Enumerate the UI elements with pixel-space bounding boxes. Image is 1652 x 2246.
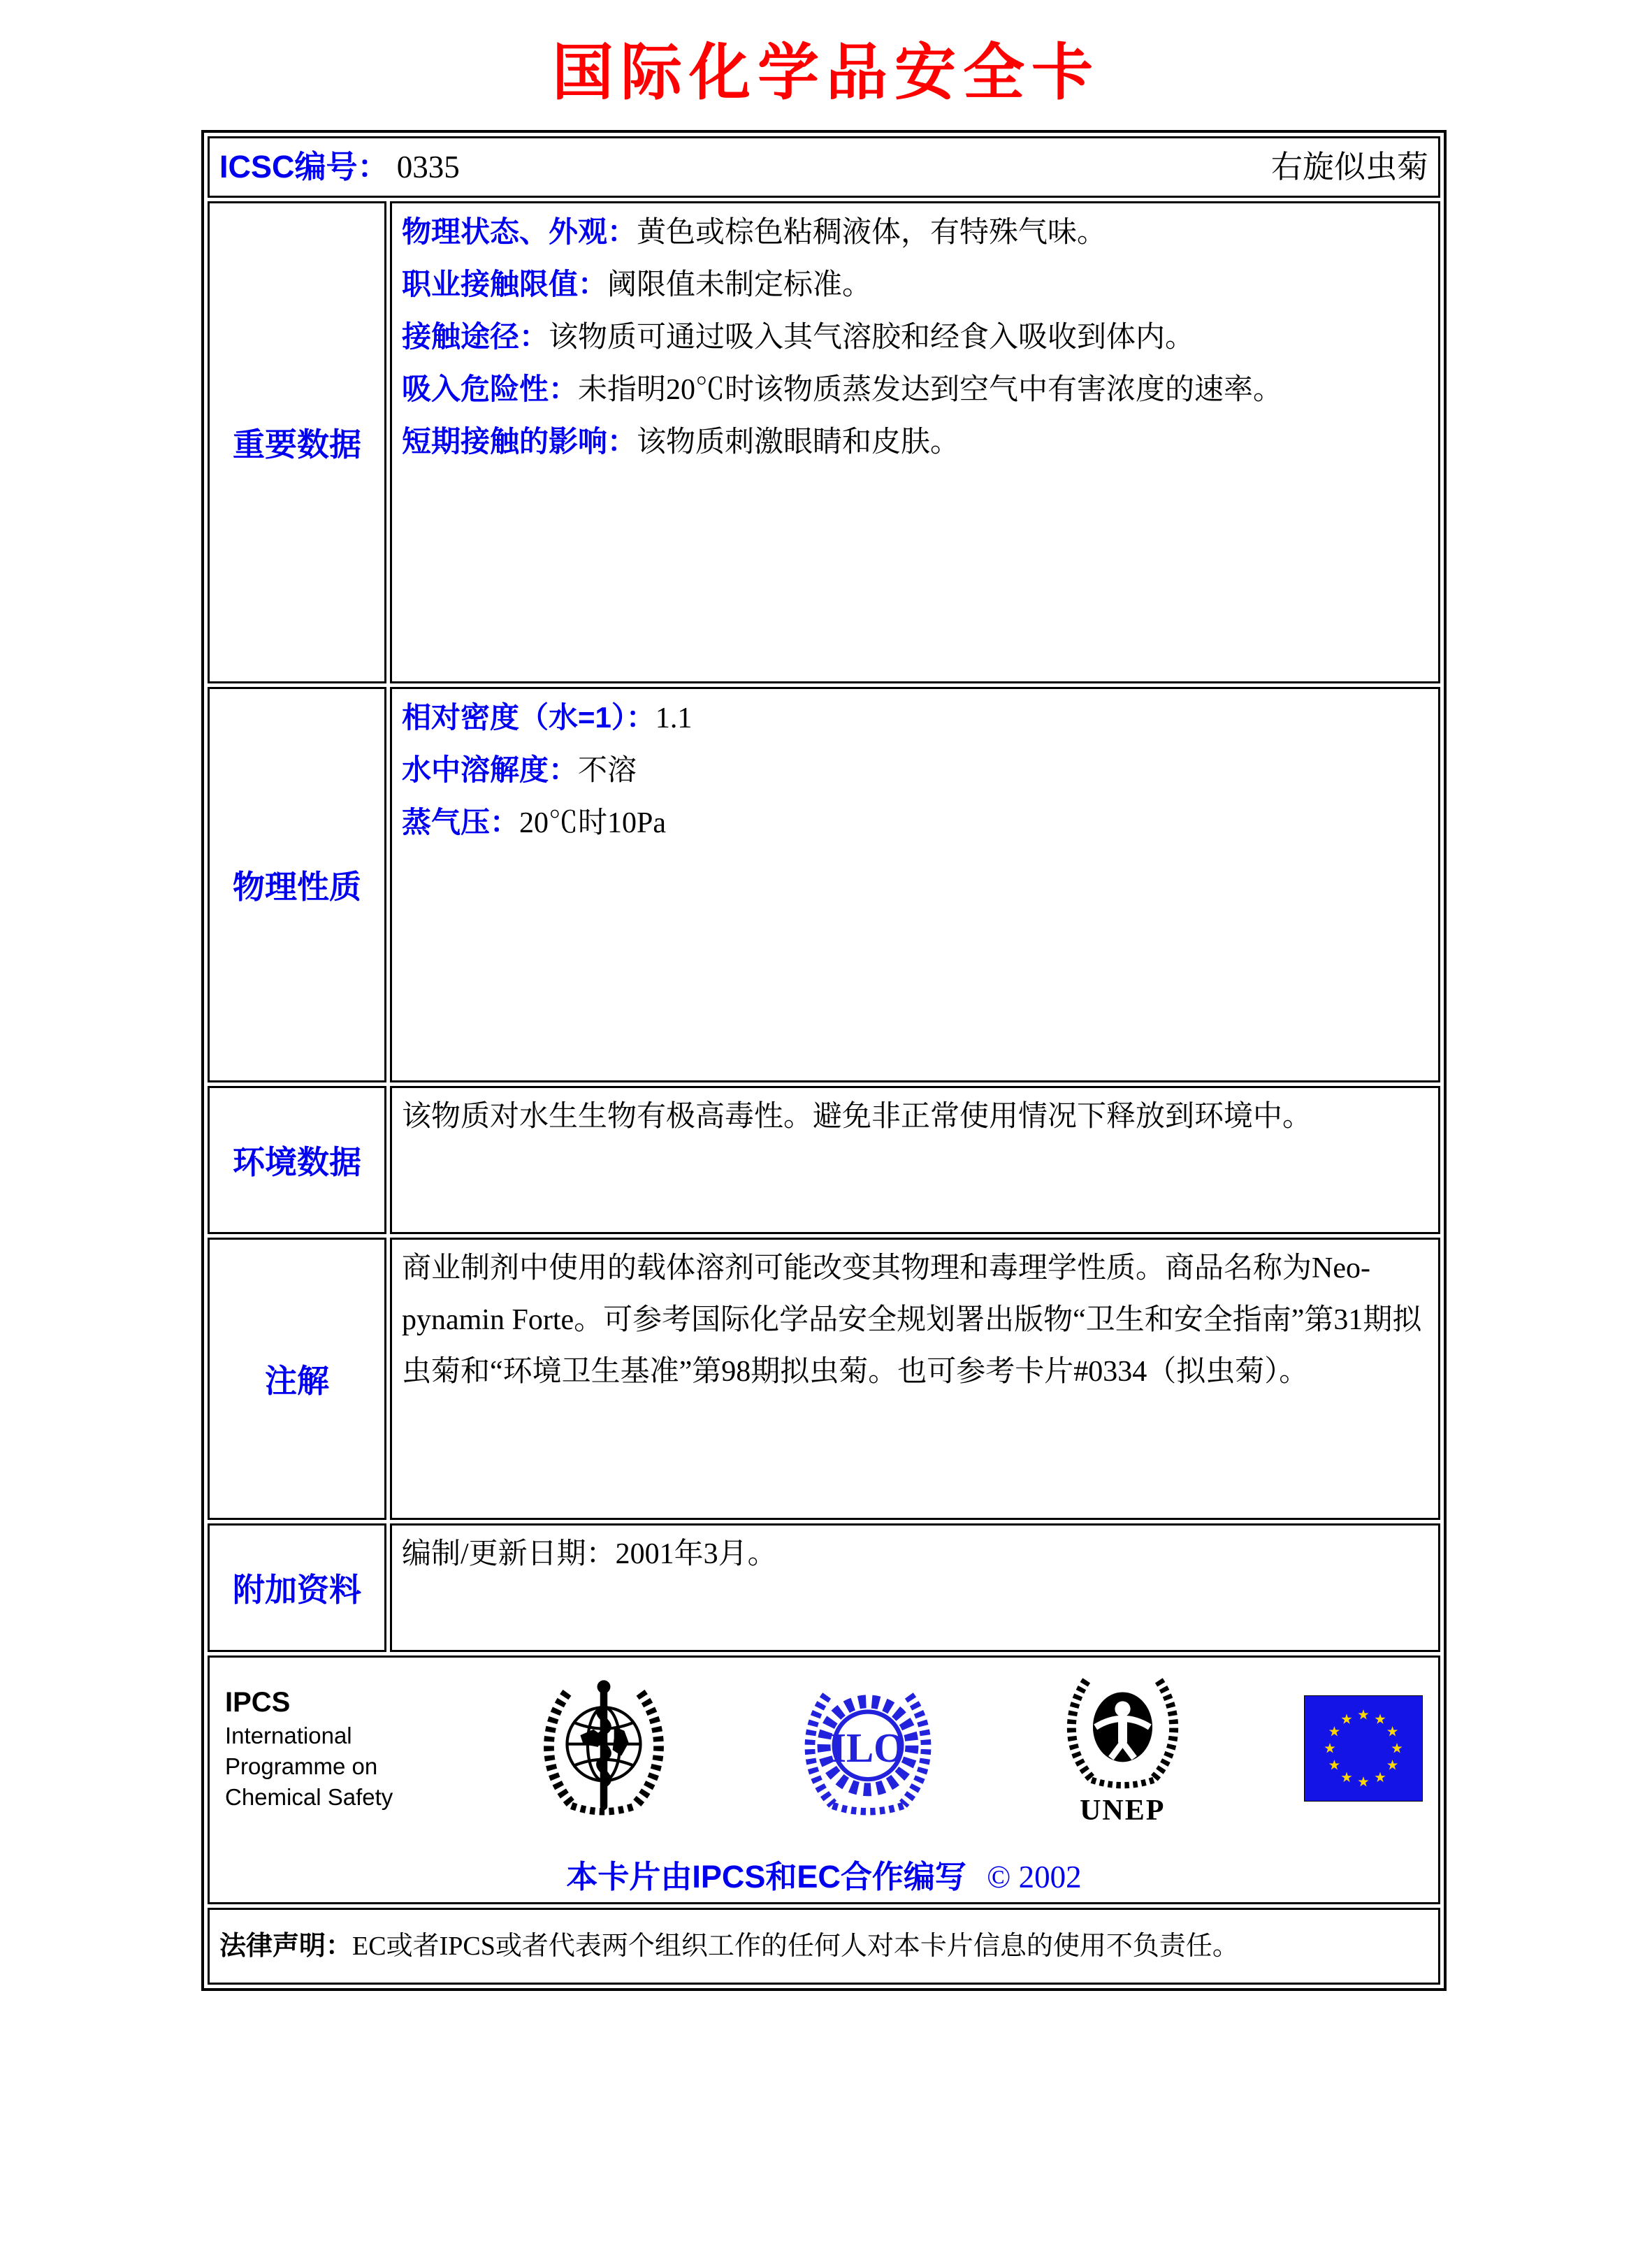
- logos-row: [208, 1655, 1440, 1904]
- section-label-physical-properties: 物理性质: [208, 687, 386, 1082]
- icsc-number-label: ICSC编号：: [219, 149, 389, 184]
- logos-cell: [208, 1655, 1440, 1904]
- field-value: 20℃时10Pa: [519, 807, 667, 839]
- page-title: 国际化学品安全卡: [551, 40, 1100, 108]
- eu-flag-icon: [1304, 1695, 1423, 1802]
- logos-strip: [222, 1665, 1426, 1832]
- kv-line: [402, 206, 1428, 259]
- additional-info-row: [208, 1523, 1440, 1652]
- icsc-number-group: [219, 146, 460, 188]
- field-value: 该物质可通过吸入其气溶胶和经食入吸收到体内。: [549, 321, 1195, 354]
- kv-line: [402, 363, 1428, 416]
- svg-text:ILO: ILO: [829, 1725, 906, 1771]
- field-label: 相对密度（水=1）：: [402, 701, 655, 734]
- unep-caption: UNEP: [1080, 1794, 1166, 1827]
- header-cell: [208, 136, 1440, 198]
- field-label: 蒸气压：: [402, 806, 520, 839]
- section-content-notes: [390, 1238, 1440, 1520]
- environmental-data-row: [208, 1086, 1440, 1234]
- section-label-notes: 注解: [208, 1238, 386, 1520]
- ipcs-line: Chemical Safety: [225, 1784, 393, 1810]
- icsc-card-table: [201, 130, 1447, 1991]
- section-text: 该物质对水生生物有极高毒性。避免非正常使用情况下释放到环境中。: [402, 1101, 1312, 1133]
- ilo-logo-icon: [795, 1675, 941, 1822]
- icsc-number-value: 0335: [396, 150, 460, 184]
- kv-line: [402, 416, 1428, 468]
- field-label: 吸入危险性：: [402, 372, 579, 405]
- section-label-additional-info: 附加资料: [208, 1523, 386, 1652]
- kv-line: [402, 692, 1428, 744]
- legal-text: EC或者IPCS或者代表两个组织工作的任何人对本卡片信息的使用不负责任。: [352, 1932, 1239, 1961]
- field-label: 接触途径：: [402, 320, 549, 353]
- who-logo-icon: [530, 1675, 677, 1822]
- section-content-environmental-data: [390, 1086, 1440, 1234]
- chemical-name: 右旋似虫菊: [1270, 150, 1428, 184]
- field-value: 黄色或棕色粘稠液体，有特殊气味。: [637, 217, 1107, 249]
- section-label-important-data: 重要数据: [208, 201, 386, 683]
- legal-label: 法律声明：: [219, 1932, 353, 1961]
- ipcs-acronym: IPCS: [225, 1687, 291, 1718]
- legal-cell: [208, 1908, 1440, 1985]
- field-label: 短期接触的影响：: [402, 425, 637, 458]
- kv-line: [402, 744, 1428, 797]
- kv-line: [402, 311, 1428, 363]
- ipcs-line: Programme on: [225, 1753, 378, 1779]
- section-content-additional-info: [390, 1523, 1440, 1652]
- field-value: 不溶: [578, 755, 637, 787]
- copyright-line: [210, 1851, 1438, 1897]
- ipcs-line: International: [225, 1723, 352, 1748]
- field-label: 水中溶解度：: [402, 753, 579, 786]
- section-label-environmental-data: 环境数据: [208, 1086, 386, 1234]
- field-value: 1.1: [655, 702, 693, 734]
- kv-line: [402, 259, 1428, 311]
- notes-row: [208, 1238, 1440, 1520]
- field-value: 该物质刺激眼睛和皮肤。: [637, 426, 960, 458]
- field-value: 未指明20℃时该物质蒸发达到空气中有害浓度的速率。: [578, 374, 1283, 406]
- copyright-year: © 2002: [987, 1860, 1082, 1894]
- copyright-text: 本卡片由IPCS和EC合作编写: [566, 1859, 966, 1894]
- legal-row: [208, 1908, 1440, 1985]
- ipcs-text-block: [225, 1684, 414, 1813]
- header-row: [208, 136, 1440, 198]
- section-text: 商业制剂中使用的载体溶剂可能改变其物理和毒理学性质。商品名称为Neo-pynamin Forte。可参考国际化学品安全规划署出版物“卫生和安全指南”第31期拟虫菊和“环境卫生基准”第98期拟虫菊。也可参考卡片#0334（拟虫菊）。: [402, 1252, 1422, 1388]
- unep-logo-icon: [1058, 1670, 1187, 1827]
- section-text: 编制/更新日期：2001年3月。: [402, 1538, 777, 1570]
- important-data-row: [208, 201, 1440, 683]
- physical-properties-row: [208, 687, 1440, 1082]
- kv-line: [402, 797, 1428, 849]
- section-content-important-data: [390, 201, 1440, 683]
- field-label: 物理状态、外观：: [402, 215, 637, 248]
- section-content-physical-properties: [390, 687, 1440, 1082]
- field-label: 职业接触限值：: [402, 268, 608, 300]
- field-value: 阈限值未制定标准。: [607, 269, 872, 301]
